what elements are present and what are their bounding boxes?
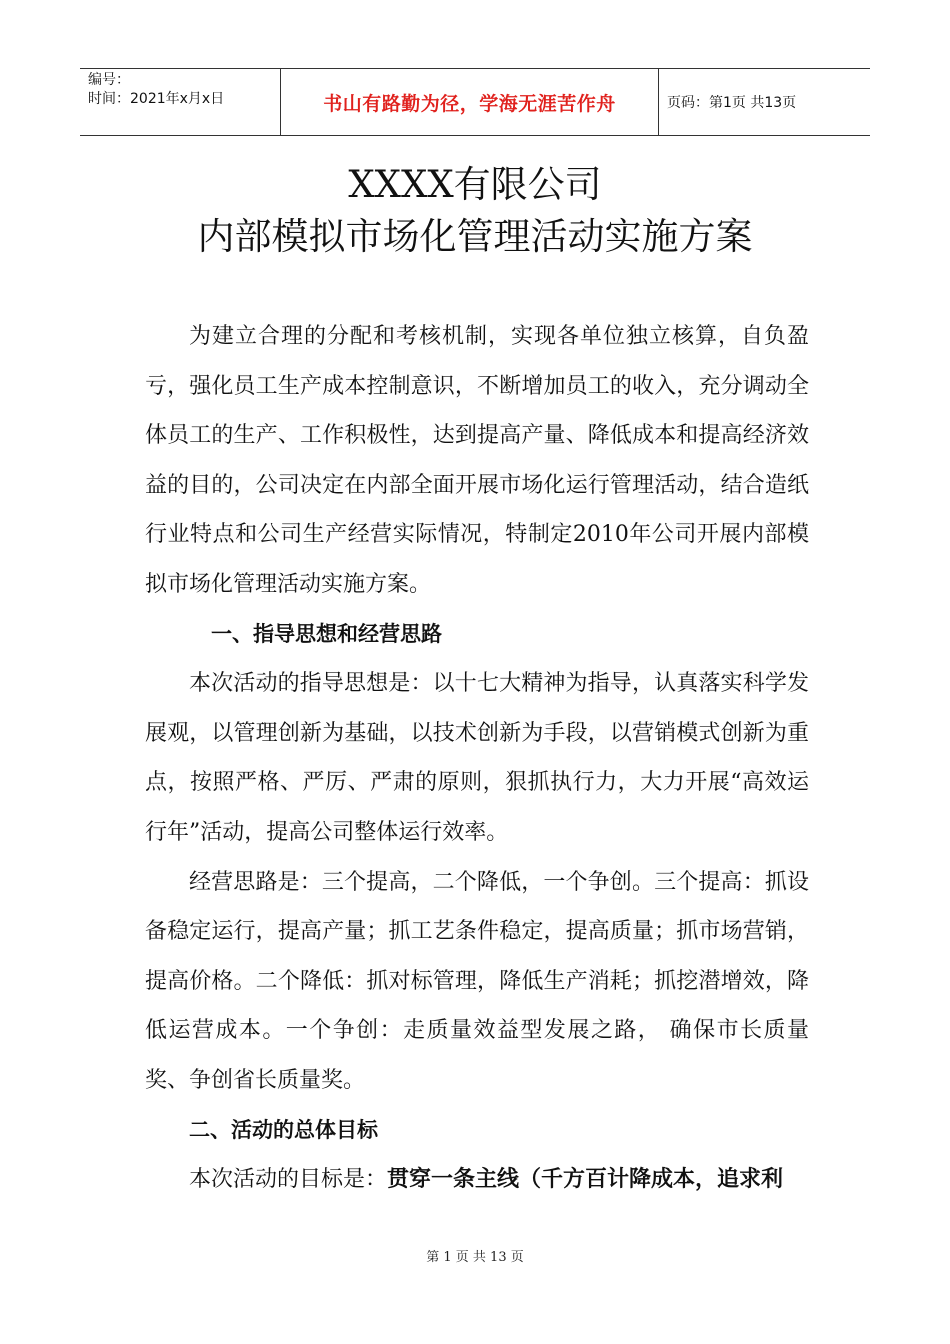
section-heading-1: 一、指导思想和经营思路 (211, 621, 442, 646)
header-meta-cell (80, 69, 281, 135)
header-motto-cell (281, 69, 659, 135)
goal-prefix: 本次活动的目标是： (189, 1167, 388, 1193)
time-label: 时间：2021年x月x日 (88, 91, 225, 107)
number-label: 编号： (88, 72, 130, 88)
section-heading-2: 二、活动的总体目标 (189, 1117, 378, 1142)
goal-bold-text: 贯穿一条主线（千方百计降成本，追求利 (387, 1166, 784, 1193)
goal-paragraph (145, 1155, 809, 1205)
document-title-plan: 内部模拟市场化管理活动实施方案 (197, 215, 753, 258)
document-title-company: XXXX有限公司 (348, 163, 602, 206)
page-info: 页码：第1页 共13页 (667, 95, 797, 111)
document-body (145, 312, 809, 1205)
guide-paragraph: 本次活动的指导思想是：以十七大精神为指导，认真落实科学发展观，以管理创新为基础，以技术创新为手段，以营销模式创新为重点，按照严格、严厉、严肃的原则，狠抓执行力，大力开展“高效运行年”活动，提高公司整体运行效率。 (145, 671, 809, 845)
header-table (80, 68, 870, 136)
intro-paragraph: 为建立合理的分配和考核机制，实现各单位独立核算，自负盈亏，强化员工生产成本控制意识，不断增加员工的收入，充分调动全体员工的生产、工作积极性，达到提高产量、降低成本和提高经济效益的目的，公司决定在内部全面开展市场化运行管理活动，结合造纸行业特点和公司生产经营实际情况，特制定2010年公司开展内部模拟市场化管理活动实施方案。 (145, 324, 809, 597)
motto-text: 书山有路勤为径，学海无涯苦作舟 (323, 92, 616, 115)
header-page-cell (659, 69, 870, 135)
idea-paragraph: 经营思路是：三个提高，二个降低，一个争创。三个提高：抓设备稳定运行，提高产量；抓工艺条件稳定，提高质量；抓市场营销，提高价格。二个降低：抓对标管理，降低生产消耗；抓挖潜增效，降低运营成本。一个争创：走质量效益型发展之路， 确保市长质量奖、争创省长质量奖。 (145, 869, 809, 1093)
page-footer: 第 1 页 共 13 页 (426, 1250, 524, 1265)
